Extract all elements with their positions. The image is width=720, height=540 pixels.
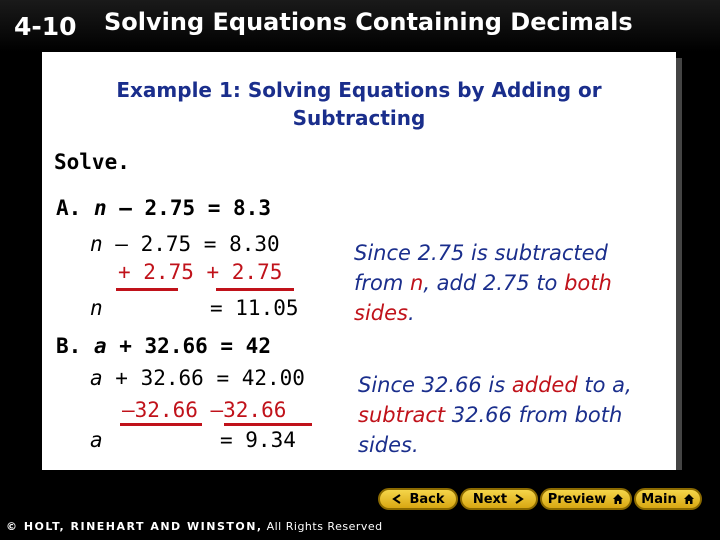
main-button[interactable] bbox=[634, 488, 702, 510]
problem-b-underline-right bbox=[224, 423, 312, 426]
next-label: Next bbox=[472, 491, 508, 507]
copyright bbox=[6, 520, 383, 533]
problem-a-rest: – 2.75 = 8.3 bbox=[106, 196, 271, 220]
problem-a-note-line-1: Since 2.75 is subtracted bbox=[354, 241, 608, 265]
problem-b-note-line-2: subtract 32.66 from both bbox=[358, 403, 623, 427]
problem-b-note-line-1: Since 32.66 is added to a, bbox=[358, 373, 632, 397]
problem-a-note bbox=[354, 238, 612, 328]
problem-a-step-1 bbox=[90, 232, 280, 256]
problem-b-underline-left bbox=[120, 423, 202, 426]
lesson-number: 4-10 bbox=[14, 12, 77, 41]
example-subtitle bbox=[42, 76, 676, 132]
back-button[interactable] bbox=[378, 488, 458, 510]
preview-label: Preview bbox=[547, 491, 607, 507]
problem-a-step3-rest: = 11.05 bbox=[210, 296, 299, 320]
problem-b-note-line-3: sides. bbox=[358, 433, 419, 457]
preview-button[interactable] bbox=[540, 488, 632, 510]
problem-a-var: n bbox=[93, 196, 107, 220]
problem-b-equation bbox=[56, 334, 271, 358]
lesson-title: Solving Equations Containing Decimals bbox=[104, 8, 633, 36]
problem-a-var-result bbox=[90, 296, 103, 320]
next-button[interactable] bbox=[460, 488, 538, 510]
problem-a-step1-rest: – 2.75 = 8.30 bbox=[102, 232, 280, 256]
problem-b-note bbox=[358, 370, 632, 460]
problem-a-equation bbox=[56, 196, 271, 220]
problem-b-step1-var: a bbox=[90, 366, 103, 390]
problem-b-rest: + 32.66 = 42 bbox=[106, 334, 271, 358]
problem-b-label: B. bbox=[56, 334, 82, 358]
chevron-left-icon bbox=[391, 494, 403, 504]
back-label: Back bbox=[409, 491, 445, 507]
copyright-publisher: © HOLT, RINEHART AND WINSTON, bbox=[6, 520, 263, 533]
problem-a-note-line-3: sides. bbox=[354, 301, 415, 325]
subtitle-line-1: Example 1: Solving Equations by Adding or bbox=[116, 78, 602, 102]
problem-a-label: A. bbox=[56, 196, 82, 220]
problem-b-var: a bbox=[93, 334, 107, 358]
problem-a-note-line-2: from n, add 2.75 to both bbox=[354, 271, 612, 295]
home-icon bbox=[683, 493, 695, 505]
problem-a-underline-right bbox=[216, 288, 294, 291]
problem-b-step-1 bbox=[90, 366, 305, 390]
copyright-rights: All Rights Reserved bbox=[262, 520, 383, 533]
problem-b-step3-rest: = 9.34 bbox=[220, 428, 296, 452]
problem-b-step3-var: a bbox=[90, 428, 103, 452]
chevron-right-icon bbox=[513, 494, 525, 504]
slide-content bbox=[42, 52, 676, 470]
main-label: Main bbox=[641, 491, 677, 507]
problem-b-step1-rest: + 32.66 = 42.00 bbox=[102, 366, 305, 390]
problem-a-step3-var: n bbox=[90, 296, 103, 320]
problem-b-step-2: –32.66 –32.66 bbox=[122, 398, 287, 422]
subtitle-line-2: Subtracting bbox=[292, 106, 426, 130]
problem-a-step1-var: n bbox=[90, 232, 103, 256]
problem-b-var-result bbox=[90, 428, 103, 452]
problem-a-underline-left bbox=[116, 288, 178, 291]
home-icon bbox=[612, 493, 624, 505]
slide-header bbox=[0, 0, 720, 52]
problem-b-result bbox=[220, 428, 296, 452]
problem-a-step-2: + 2.75 + 2.75 bbox=[118, 260, 283, 284]
instruction: Solve. bbox=[54, 150, 130, 174]
problem-a-result bbox=[210, 296, 299, 320]
